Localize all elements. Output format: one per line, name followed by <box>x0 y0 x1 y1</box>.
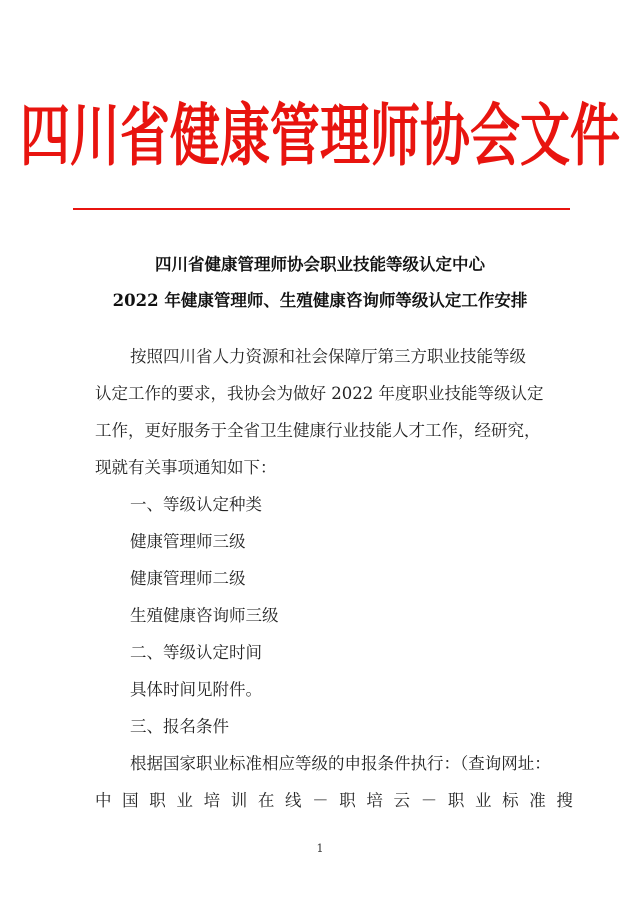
header-red-rule <box>73 208 570 210</box>
section-3-line-2-char: 培 <box>366 791 383 810</box>
subtitle-line-1: 四川省健康管理师协会职业技能等级认定中心 <box>155 255 485 274</box>
section-1-item-1: 健康管理师三级 <box>130 532 246 551</box>
paragraph-1-line-2: 认定工作的要求，我协会为做好 2022 年度职业技能等级认定 <box>95 384 544 403</box>
paragraph-1-line-3: 工作，更好服务于全省卫生健康行业技能人才工作，经研究， <box>95 421 541 440</box>
section-3-line-2-char: 业 <box>176 791 193 810</box>
section-3-line-2 <box>95 787 573 811</box>
section-3-line-2-char: 标 <box>502 791 519 810</box>
section-3-line-2-char: － <box>420 791 438 810</box>
section-3-line-2-char: 搜 <box>556 791 573 810</box>
section-3-line-2-char: 国 <box>122 791 139 810</box>
document-header <box>0 88 640 184</box>
section-1-item-3: 生殖健康咨询师三级 <box>130 606 279 625</box>
section-3-line-2-char: 线 <box>284 791 302 810</box>
subtitle-line-2: 2022 年健康管理师、生殖健康咨询师等级认定工作安排 <box>112 291 528 310</box>
document-header-title: 四川省健康管理师协会文件 <box>20 96 620 176</box>
section-3-line-2-char: 准 <box>529 791 546 810</box>
section-3-line-2-char: 中 <box>95 791 112 810</box>
section-3-line-2-char: 云 <box>393 791 411 810</box>
section-3-line-2-char: 培 <box>203 791 221 810</box>
section-3-line-2-char: 职 <box>447 791 465 810</box>
section-3-line-2-char: 职 <box>339 791 356 810</box>
page-number: 1 <box>316 842 324 855</box>
section-3-line-2-char: 业 <box>474 791 492 810</box>
section-3-line-2-char: 训 <box>230 791 248 810</box>
section-2-text: 具体时间见附件。 <box>130 680 262 699</box>
section-3-line-2-char: 职 <box>149 791 166 810</box>
section-3-line-1: 根据国家职业标准相应等级的申报条件执行：（查询网址： <box>130 754 551 773</box>
section-3-line-2-char: － <box>312 791 329 810</box>
section-2-heading: 二、等级认定时间 <box>130 643 262 662</box>
section-1-heading: 一、等级认定种类 <box>130 495 262 514</box>
section-3-heading: 三、报名条件 <box>130 717 229 736</box>
section-1-item-2: 健康管理师二级 <box>130 569 246 588</box>
paragraph-1-line-4: 现就有关事项通知如下： <box>95 458 277 477</box>
section-3-line-2-char: 在 <box>257 791 275 810</box>
paragraph-1-line-1: 按照四川省人力资源和社会保障厅第三方职业技能等级 <box>130 347 526 366</box>
